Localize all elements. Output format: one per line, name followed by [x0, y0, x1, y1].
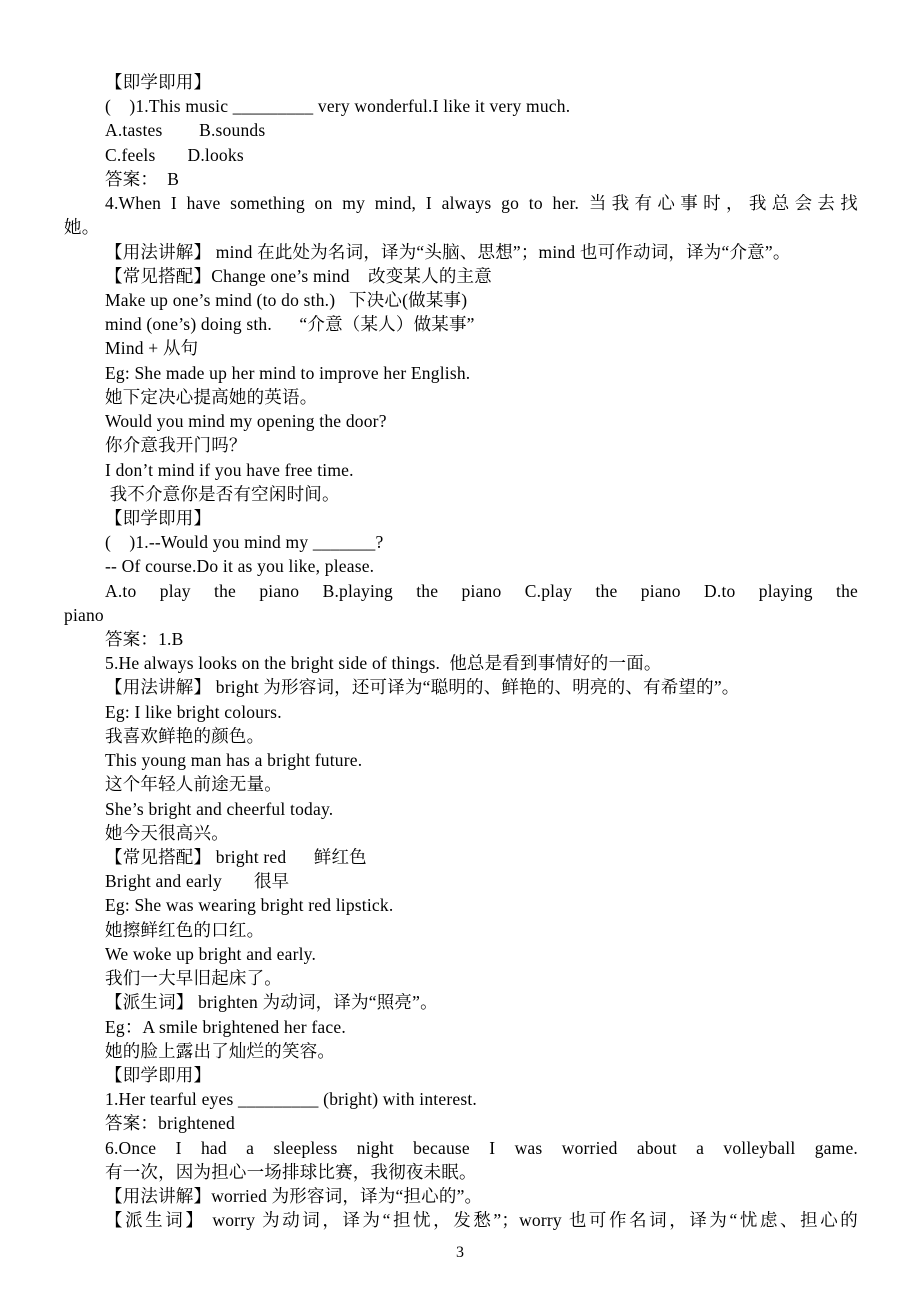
- text-line: Mind + 从句: [105, 338, 199, 359]
- text-line: piano: [64, 604, 104, 625]
- text-line: Eg: She was wearing bright red lipstick.: [105, 895, 394, 916]
- text-line: 【常见搭配】Change one’s mind 改变某人的主意: [105, 265, 492, 286]
- text-line: A.tastes B.sounds: [105, 120, 266, 141]
- text-line: She’s bright and cheerful today.: [105, 798, 334, 819]
- text-line: Eg: I like bright colours.: [105, 701, 282, 722]
- text-line: 6.Once I had a sleepless night because I was worried about a volleyball game.: [105, 1137, 858, 1158]
- text-line: 答案：brightened: [105, 1113, 235, 1134]
- text-line: Would you mind my opening the door?: [105, 411, 387, 432]
- text-line: 我们一大早旧起床了。: [105, 968, 282, 989]
- text-line: I don’t mind if you have free time.: [105, 459, 354, 480]
- text-line: C.feels D.looks: [105, 144, 244, 165]
- text-line: 【派生词】 brighten 为动词，译为“照亮”。: [105, 992, 438, 1013]
- text-line: 她。: [64, 217, 100, 238]
- text-line: 我喜欢鲜艳的颜色。: [105, 725, 265, 746]
- text-line: 答案： B: [105, 168, 180, 189]
- text-line: 1.Her tearful eyes _________ (bright) with interest.: [105, 1089, 477, 1110]
- text-line: This young man has a bright future.: [105, 750, 363, 771]
- text-line: 有一次，因为担心一场排球比赛，我彻夜未眠。: [105, 1161, 477, 1182]
- text-line: ( )1.--Would you mind my _______?: [105, 532, 384, 553]
- page-number: 3: [456, 1244, 464, 1261]
- text-line: 她下定决心提高她的英语。: [105, 386, 318, 407]
- text-line: -- Of course.Do it as you like, please.: [105, 556, 375, 577]
- text-line: 【用法讲解】 bright 为形容词，还可译为“聪明的、鲜艳的、明亮的、有希望的”。: [105, 677, 740, 698]
- text-line: Eg: She made up her mind to improve her English.: [105, 362, 471, 383]
- text-line: mind (one’s) doing sth. “介意（某人）做某事”: [105, 314, 475, 335]
- text-line: 【即学即用】: [105, 72, 212, 92]
- text-line: 【派生词】 worry 为动词，译为“担忧，发愁”；worry 也可作名词，译为“忧虑、担心的: [105, 1210, 858, 1231]
- text-line: ( )1.This music _________ very wonderful.I like it very much.: [105, 96, 571, 117]
- text-line: 【即学即用】: [105, 1064, 212, 1085]
- text-line: 答案：1.B: [105, 629, 184, 650]
- text-line: Eg：A smile brightened her face.: [105, 1016, 346, 1037]
- text-line: A.to play the piano B.playing the piano C.play the piano D.to playing the: [105, 580, 858, 601]
- text-line: 【常见搭配】 bright red 鲜红色: [105, 847, 367, 867]
- text-line: 5.He always looks on the bright side of things. 他总是看到事情好的一面。: [105, 653, 662, 674]
- text-line: 【即学即用】: [105, 507, 212, 528]
- text-line: 她今天很高兴。: [105, 822, 229, 843]
- text-line: 你介意我开门吗？: [105, 435, 247, 456]
- text-line: 这个年轻人前途无量。: [105, 774, 282, 795]
- text-line: 我不介意你是否有空闲时间。: [105, 483, 340, 504]
- text-line: We woke up bright and early.: [105, 943, 317, 964]
- text-line: Bright and early 很早: [105, 871, 290, 892]
- text-line: 她的脸上露出了灿烂的笑容。: [105, 1040, 336, 1061]
- text-line: 【用法讲解】worried 为形容词，译为“担心的”。: [105, 1186, 483, 1207]
- text-line: Make up one’s mind (to do sth.) 下决心(做某事): [105, 289, 468, 310]
- text-line: 4.When I have something on my mind, I always go to her. 当我有心事时，我总会去找: [105, 193, 858, 214]
- text-line: 她擦鲜红色的口红。: [105, 919, 265, 940]
- text-line: 【用法讲解】 mind 在此处为名词，译为“头脑、思想”；mind 也可作动词，译为“介意”。: [105, 241, 791, 262]
- document-body: [64, 70, 858, 1233]
